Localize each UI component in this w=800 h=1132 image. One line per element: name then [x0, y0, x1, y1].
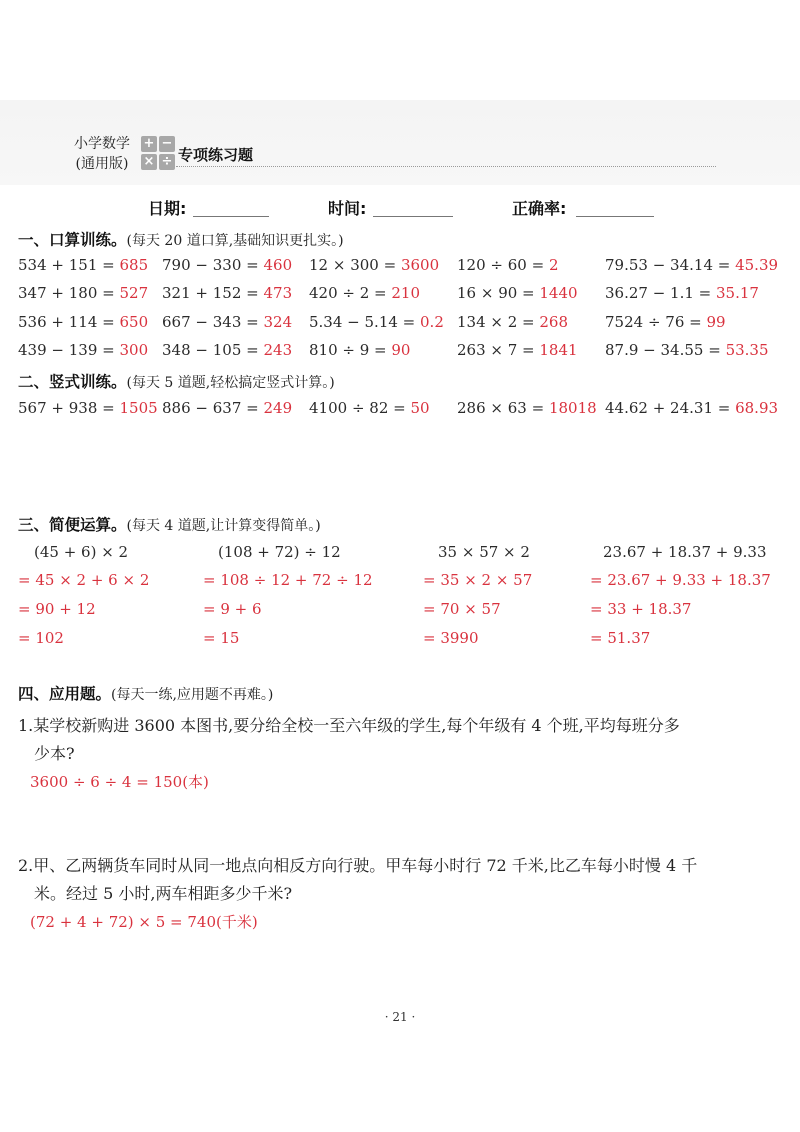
- vertical-calc-item: [18, 399, 158, 417]
- equation-text: 12 × 300 =: [309, 256, 401, 274]
- series-line-2: (通用版): [75, 156, 129, 172]
- answer-text: 243: [263, 341, 293, 359]
- equation-text: 439 − 139 =: [18, 341, 120, 359]
- equation-text: 667 − 343 =: [162, 313, 264, 331]
- page-number: · 21 ·: [384, 1010, 416, 1024]
- answer-text: 50: [410, 399, 430, 417]
- equation-text: 44.62 + 24.31 =: [605, 399, 736, 417]
- vertical-calc-item: [605, 399, 778, 417]
- simplify-step: = 33 + 18.37: [590, 600, 692, 618]
- simplify-step: = 102: [18, 629, 64, 647]
- equation-text: 4100 ÷ 82 =: [309, 399, 411, 417]
- mental-math-item: [457, 341, 578, 359]
- section-3-note: (每天 4 道题,让计算变得简单。): [126, 518, 321, 534]
- equation-text: 120 ÷ 60 =: [457, 256, 549, 274]
- header-dotted-rule: [176, 166, 716, 167]
- mental-math-item: [605, 313, 726, 331]
- mental-math-item: [18, 284, 148, 302]
- mental-math-item: [605, 284, 759, 302]
- worksheet-title: 专项练习题: [178, 146, 254, 164]
- mental-math-item: [18, 313, 148, 331]
- answer-text: 300: [119, 341, 149, 359]
- answer-text: 2: [548, 256, 559, 274]
- vertical-calc-item: [162, 399, 292, 417]
- simplify-step: = 9 + 6: [203, 600, 262, 618]
- equation-text: 263 × 7 =: [457, 341, 540, 359]
- problem-1-answer: 3600 ÷ 6 ÷ 4 = 150(本): [30, 773, 209, 791]
- accuracy-field[interactable]: [576, 216, 654, 217]
- time-label: 时间:: [328, 199, 367, 218]
- section-3-title: 三、简便运算。: [18, 516, 127, 534]
- answer-text: 650: [119, 313, 149, 331]
- answer-text: 324: [263, 313, 293, 331]
- answer-text: 90: [391, 341, 411, 359]
- mental-math-item: [162, 256, 292, 274]
- answer-text: 685: [119, 256, 149, 274]
- mental-math-item: [605, 341, 769, 359]
- section-1-heading: [18, 228, 344, 250]
- equation-text: 420 ÷ 2 =: [309, 284, 392, 302]
- mental-math-item: [457, 284, 578, 302]
- equation-text: 321 + 152 =: [162, 284, 264, 302]
- simplify-question: 23.67 + 18.37 + 9.33: [603, 543, 767, 561]
- answer-text: 268: [539, 313, 569, 331]
- mental-math-item: [18, 341, 148, 359]
- problem-1-line-2: 少本?: [34, 744, 75, 763]
- equation-text: 5.34 − 5.14 =: [309, 313, 421, 331]
- vertical-calc-item: [457, 399, 597, 417]
- answer-text: 3600: [400, 256, 440, 274]
- top-margin: [0, 0, 800, 100]
- answer-text: 35.17: [716, 284, 759, 302]
- equation-text: 134 × 2 =: [457, 313, 540, 331]
- date-label: 日期:: [148, 199, 187, 218]
- simplify-step: = 3990: [423, 629, 479, 647]
- equation-text: 536 + 114 =: [18, 313, 120, 331]
- equation-text: 790 − 330 =: [162, 256, 264, 274]
- section-2-title: 二、竖式训练。: [18, 373, 127, 391]
- section-3-heading: [18, 513, 321, 535]
- problem-1-line-1: 1.某学校新购进 3600 本图书,要分给全校一至六年级的学生,每个年级有 4 个班,平均每班分多: [18, 716, 680, 735]
- simplify-question: 35 × 57 × 2: [438, 543, 530, 561]
- times-icon: ×: [141, 154, 157, 170]
- equation-text: 534 + 151 =: [18, 256, 120, 274]
- section-2-note: (每天 5 道题,轻松搞定竖式计算。): [126, 375, 335, 391]
- answer-text: 45.39: [735, 256, 779, 274]
- mental-math-item: [162, 313, 292, 331]
- simplify-question: (45 + 6) × 2: [34, 543, 129, 561]
- mental-math-item: [162, 284, 292, 302]
- accuracy-label: 正确率:: [512, 199, 567, 218]
- answer-text: 68.93: [735, 399, 779, 417]
- simplify-step: = 15: [203, 629, 240, 647]
- equation-text: 348 − 105 =: [162, 341, 264, 359]
- answer-text: 1440: [539, 284, 578, 302]
- simplify-step: = 45 × 2 + 6 × 2: [18, 571, 150, 589]
- equation-text: 286 × 63 =: [457, 399, 549, 417]
- equation-text: 36.27 − 1.1 =: [605, 284, 717, 302]
- series-label: [74, 134, 130, 174]
- simplify-step: = 70 × 57: [423, 600, 501, 618]
- problem-2-line-2: 米。经过 5 小时,两车相距多少千米?: [34, 884, 293, 903]
- simplify-question: (108 + 72) ÷ 12: [218, 543, 341, 561]
- section-1-note: (每天 20 道口算,基础知识更扎实。): [126, 233, 344, 249]
- answer-text: 53.35: [725, 341, 769, 359]
- mental-math-item: [309, 256, 439, 274]
- series-line-1: 小学数学: [74, 136, 130, 152]
- operator-icons: [141, 136, 175, 172]
- answer-text: 460: [263, 256, 293, 274]
- answer-text: 1841: [539, 341, 578, 359]
- answer-text: 0.2: [420, 313, 444, 331]
- equation-text: 567 + 938 =: [18, 399, 120, 417]
- simplify-step: = 23.67 + 9.33 + 18.37: [590, 571, 771, 589]
- answer-text: 473: [263, 284, 293, 302]
- time-field[interactable]: [373, 216, 453, 217]
- divide-icon: ÷: [159, 154, 175, 170]
- vertical-calc-item: [309, 399, 430, 417]
- equation-text: 347 + 180 =: [18, 284, 120, 302]
- mental-math-item: [309, 313, 444, 331]
- mental-math-item: [162, 341, 292, 359]
- section-1-title: 一、口算训练。: [18, 231, 127, 249]
- simplify-step: = 90 + 12: [18, 600, 96, 618]
- plus-icon: +: [141, 136, 157, 152]
- simplify-step: = 108 ÷ 12 + 72 ÷ 12: [203, 571, 373, 589]
- section-2-heading: [18, 370, 335, 392]
- answer-text: 1505: [119, 399, 158, 417]
- section-4-note: (每天一练,应用题不再难。): [111, 687, 274, 703]
- section-4-heading: [18, 682, 273, 704]
- mental-math-item: [457, 313, 568, 331]
- mental-math-item: [18, 256, 148, 274]
- date-field[interactable]: [193, 216, 269, 217]
- mental-math-item: [457, 256, 558, 274]
- word-problem-1: [18, 712, 788, 796]
- equation-text: 810 ÷ 9 =: [309, 341, 392, 359]
- equation-text: 7524 ÷ 76 =: [605, 313, 707, 331]
- simplify-step: = 51.37: [590, 629, 651, 647]
- mental-math-item: [309, 341, 410, 359]
- answer-text: 527: [119, 284, 149, 302]
- answer-text: 210: [391, 284, 421, 302]
- equation-text: 886 − 637 =: [162, 399, 264, 417]
- answer-text: 249: [263, 399, 293, 417]
- minus-icon: −: [159, 136, 175, 152]
- equation-text: 87.9 − 34.55 =: [605, 341, 726, 359]
- answer-text: 18018: [548, 399, 597, 417]
- problem-2-answer: (72 + 4 + 72) × 5 = 740(千米): [30, 913, 258, 931]
- equation-text: 16 × 90 =: [457, 284, 540, 302]
- simplify-step: = 35 × 2 × 57: [423, 571, 533, 589]
- mental-math-item: [309, 284, 420, 302]
- word-problem-2: [18, 852, 788, 936]
- answer-text: 99: [706, 313, 726, 331]
- equation-text: 79.53 − 34.14 =: [605, 256, 736, 274]
- section-4-title: 四、应用题。: [18, 685, 112, 703]
- problem-2-line-1: 2.甲、乙两辆货车同时从同一地点向相反方向行驶。甲车每小时行 72 千米,比乙车每小时慢 4 千: [18, 856, 698, 875]
- mental-math-item: [605, 256, 778, 274]
